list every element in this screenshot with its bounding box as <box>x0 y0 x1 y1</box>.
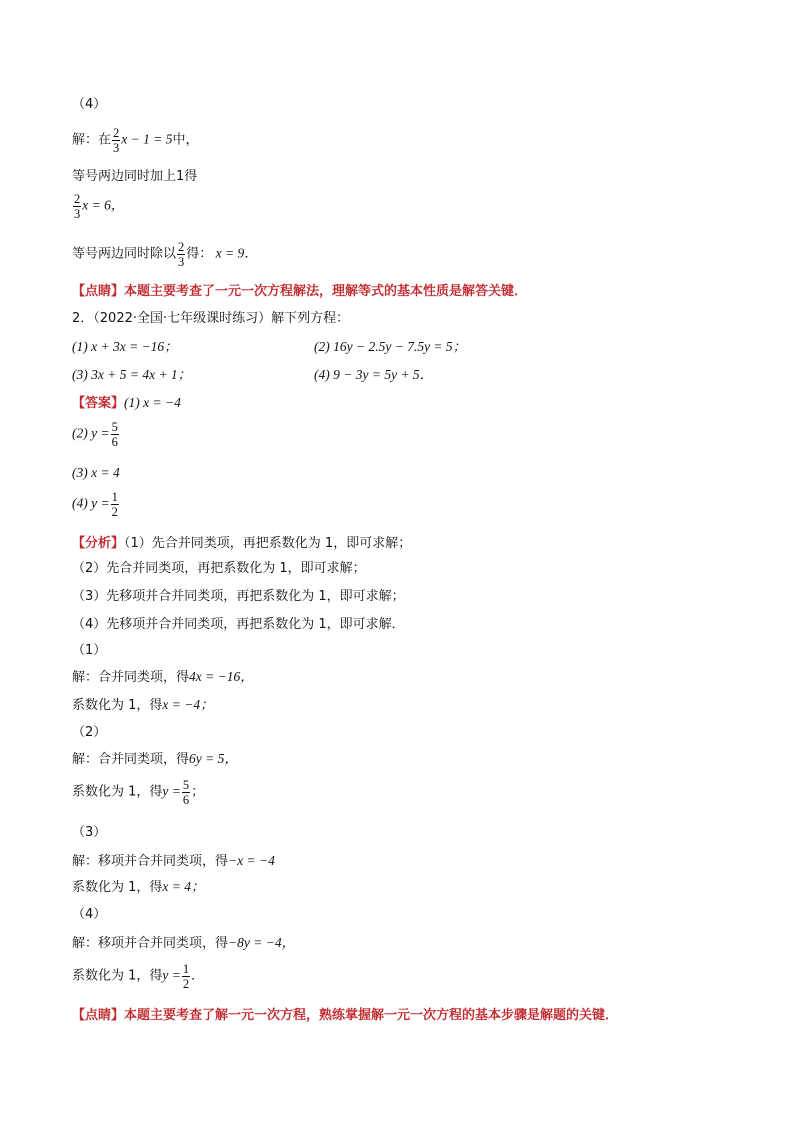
fraction-numerator: 5 <box>182 778 190 792</box>
answer-1: (1) x = −4 <box>124 395 181 410</box>
comment-line <box>72 282 527 301</box>
answer-line-1 <box>72 394 181 413</box>
question-header: 2．（2022·全国·七年级课时练习）解下列方程： <box>72 311 350 326</box>
step-line <box>72 240 258 269</box>
solution-text: 系数化为 1，得 <box>72 784 163 800</box>
equation: −8y = −4， <box>228 935 296 950</box>
comment-tag: 【点睛】 <box>72 284 125 299</box>
comment-line <box>72 1006 618 1025</box>
fraction-numerator: 2 <box>178 240 185 254</box>
solution-line <box>72 696 214 715</box>
step-mid: 得： <box>186 246 213 262</box>
question-equation-3: (3) 3x + 5 = 4x + 1； <box>72 367 192 382</box>
part-label: （4） <box>72 907 107 922</box>
solution-line <box>72 878 205 897</box>
analysis-line-4: （4）先移项并合并同类项，再把系数化为 1，即可求解． <box>72 617 405 632</box>
fraction <box>73 192 81 221</box>
equation: x = 4； <box>162 879 205 894</box>
solution-line <box>72 962 204 991</box>
fraction-numerator: 2 <box>113 126 120 140</box>
solution-text: 解：移项并合并同类项，得 <box>72 854 229 869</box>
solution-line <box>72 668 254 687</box>
fraction-denominator: 6 <box>182 793 190 807</box>
fraction-numerator: 2 <box>74 192 81 206</box>
equation: x = 6， <box>82 197 125 213</box>
answer-3: (3) x = 4 <box>72 465 120 480</box>
solution-suffix: 中， <box>172 132 199 148</box>
analysis-line-3: （3）先移项并合并同类项，再把系数化为 1，即可求解； <box>72 589 405 604</box>
comment-text: 本题主要考查了解一元一次方程，熟练掌握解一元一次方程的基本步骤是解题的关键． <box>124 1008 619 1023</box>
fraction-numerator: 5 <box>111 420 118 434</box>
fraction <box>111 490 119 519</box>
fraction-denominator: 3 <box>113 141 120 155</box>
equation: 6y = 5， <box>189 751 238 766</box>
answer-2: (2) y = <box>72 425 110 441</box>
answer-tag: 【答案】 <box>72 396 125 411</box>
comment-tag: 【点睛】 <box>72 1008 125 1023</box>
question-equation-2: (2) 16y − 2.5y − 7.5y = 5； <box>314 339 467 354</box>
comment-text: 本题主要考查了一元一次方程解法，理解等式的基本性质是解答关键． <box>124 284 528 299</box>
question-equation-1: (1) x + 3x = −16； <box>72 339 178 354</box>
fraction-denominator: 2 <box>111 505 118 519</box>
part-label: （3） <box>72 825 107 840</box>
part-label: （2） <box>72 725 107 740</box>
solution-line <box>72 778 204 807</box>
fraction <box>182 962 190 991</box>
fraction <box>177 240 185 269</box>
equation: y = <box>162 967 181 983</box>
punctuation: ． <box>191 968 205 984</box>
equation: x = −4； <box>162 697 214 712</box>
answer-line-4 <box>72 490 120 519</box>
part-label: （1） <box>72 643 107 658</box>
fraction-denominator: 6 <box>111 435 118 449</box>
solution-text: 解：合并同类项，得 <box>72 670 190 685</box>
equation: y = <box>162 783 181 799</box>
solution-text: 解：移项并合并同类项，得 <box>72 936 229 951</box>
answer-4: (4) y = <box>72 495 110 511</box>
solution-text: 系数化为 1，得 <box>72 880 163 895</box>
solution-line <box>72 126 199 155</box>
fraction-denominator: 3 <box>178 255 185 269</box>
solution-line <box>72 750 238 769</box>
solution-text: 解：合并同类项，得 <box>72 752 190 767</box>
equation: x = 9． <box>215 245 258 261</box>
fraction <box>182 778 190 807</box>
analysis-tag: 【分析】 <box>72 536 125 551</box>
fraction-denominator: 2 <box>182 977 190 991</box>
equation: −x = −4 <box>228 853 275 868</box>
fraction-numerator: 1 <box>182 962 190 976</box>
solution-text: 系数化为 1，得 <box>72 968 163 984</box>
step-prefix: 等号两边同时除以 <box>72 246 177 262</box>
equation: 4x = −16， <box>189 669 254 684</box>
fraction <box>112 126 120 155</box>
solution-prefix: 解：在 <box>72 132 112 148</box>
analysis-line-1 <box>72 534 411 553</box>
equation: x − 1 = 5 <box>121 131 173 147</box>
step-text: 等号两边同时加上1得 <box>72 169 198 184</box>
solution-line <box>72 934 295 953</box>
solution-line <box>72 852 275 871</box>
fraction-denominator: 3 <box>74 207 81 221</box>
step-equation <box>72 192 124 221</box>
analysis-text: （1）先合并同类项，再把系数化为 1，即可求解； <box>124 536 412 551</box>
solution-text: 系数化为 1，得 <box>72 698 163 713</box>
question-equation-4: (4) 9 − 3y = 5y + 5． <box>314 367 434 382</box>
part-label: （4） <box>72 97 107 112</box>
fraction <box>111 420 119 449</box>
analysis-line-2: （2）先合并同类项，再把系数化为 1，即可求解； <box>72 561 366 576</box>
fraction-numerator: 1 <box>111 490 118 504</box>
answer-line-2 <box>72 420 120 449</box>
punctuation: ； <box>191 784 205 800</box>
